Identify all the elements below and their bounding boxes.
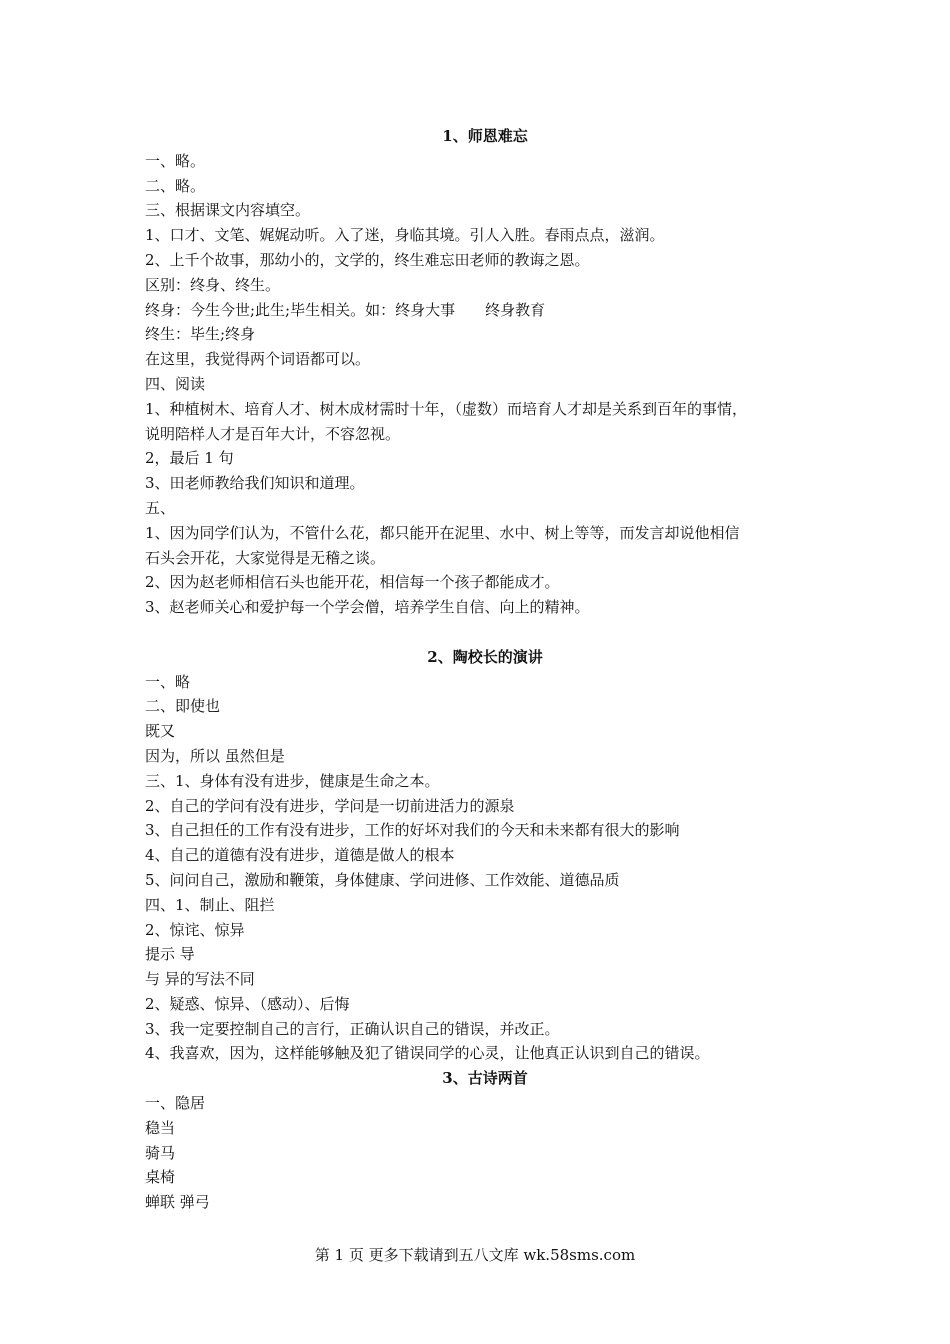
text-line: 2、上千个故事，那幼小的，文学的，终生难忘田老师的教诲之恩。 [145, 250, 590, 269]
text-line: 1、口才、文笔、娓娓动听。入了迷，身临其境。引人入胜。春雨点点，滋润。 [145, 226, 665, 245]
text-line: 既又 [145, 722, 176, 741]
section-title: 3、古诗两首 [442, 1069, 528, 1088]
text-line: 区别：终身、终生。 [145, 275, 281, 294]
text-line: 1、因为同学们认为，不管什么花，都只能开在泥里、水中、树上等等，而发言却说他相信 [145, 523, 740, 542]
spacer [145, 620, 825, 645]
text-line: 2、惊诧、惊异 [145, 920, 245, 939]
text-line: 一、略。 [145, 151, 206, 170]
text-line: 2、因为赵老师相信石头也能开花，相信每一个孩子都能成才。 [145, 573, 560, 592]
text-line: 4、自己的道德有没有进步，道德是做人的根本 [145, 846, 455, 865]
text-line: 三、1、身体有没有进步，健康是生命之本。 [145, 771, 440, 790]
text-line: 5、问问自己，激励和鞭策，身体健康、学问进修、工作效能、道德品质 [145, 870, 620, 889]
text-line: 说明陪样人才是百年大计，不容忽视。 [145, 424, 401, 443]
text-line: 2、疑惑、惊异、（感动）、后悔 [145, 994, 350, 1013]
text-line: 终身：今生今世;此生;毕生相关。如：终身大事 终身教育 [145, 300, 546, 319]
text-line: 4、我喜欢，因为，这样能够触及犯了错误同学的心灵，让他真正认识到自己的错误。 [145, 1044, 710, 1063]
text-line: 蝉联 弹弓 [145, 1193, 210, 1212]
text-line: 2，最后 1 句 [145, 449, 234, 468]
text-line: 提示 导 [145, 945, 195, 964]
text-line: 1、种植树木、培育人才、树木成材需时十年，（虚数）而培育人才却是关系到百年的事情， [145, 399, 748, 418]
text-line: 稳当 [145, 1118, 176, 1137]
text-line: 二、即使也 [145, 697, 221, 716]
text-line: 四、阅读 [145, 374, 206, 393]
section-title: 2、陶校长的演讲 [427, 647, 543, 666]
text-line: 在这里，我觉得两个词语都可以。 [145, 350, 371, 369]
text-line: 3、赵老师关心和爱护每一个学会僧，培养学生自信、向上的精神。 [145, 598, 590, 617]
text-line: 石头会开花，大家觉得是无稽之谈。 [145, 548, 386, 567]
text-line: 终生：毕生;终身 [145, 325, 256, 344]
text-line: 三、根据课文内容填空。 [145, 201, 311, 220]
text-line: 2、自己的学问有没有进步，学问是一切前进活力的源泉 [145, 796, 515, 815]
text-line: 五、 [145, 498, 176, 517]
text-line: 骑马 [145, 1143, 176, 1162]
text-line: 一、略 [145, 672, 191, 691]
text-line: 一、隐居 [145, 1094, 206, 1113]
document-body [145, 124, 825, 1215]
text-line: 3、自己担任的工作有没有进步，工作的好坏对我们的今天和未来都有很大的影响 [145, 821, 680, 840]
text-line: 二、略。 [145, 176, 206, 195]
text-line: 3、我一定要控制自己的言行，正确认识自己的错误，并改正。 [145, 1019, 560, 1038]
section-title: 1、师恩难忘 [442, 127, 528, 145]
text-line: 与 异的写法不同 [145, 970, 255, 989]
page-footer: 第 1 页 更多下载请到五八文库 wk.58sms.com [314, 1246, 636, 1264]
text-line: 3、田老师教给我们知识和道理。 [145, 474, 365, 493]
text-line: 四、1、制止、阻拦 [145, 895, 275, 914]
text-line: 桌椅 [145, 1168, 176, 1187]
text-line: 因为，所以 虽然但是 [145, 746, 285, 765]
